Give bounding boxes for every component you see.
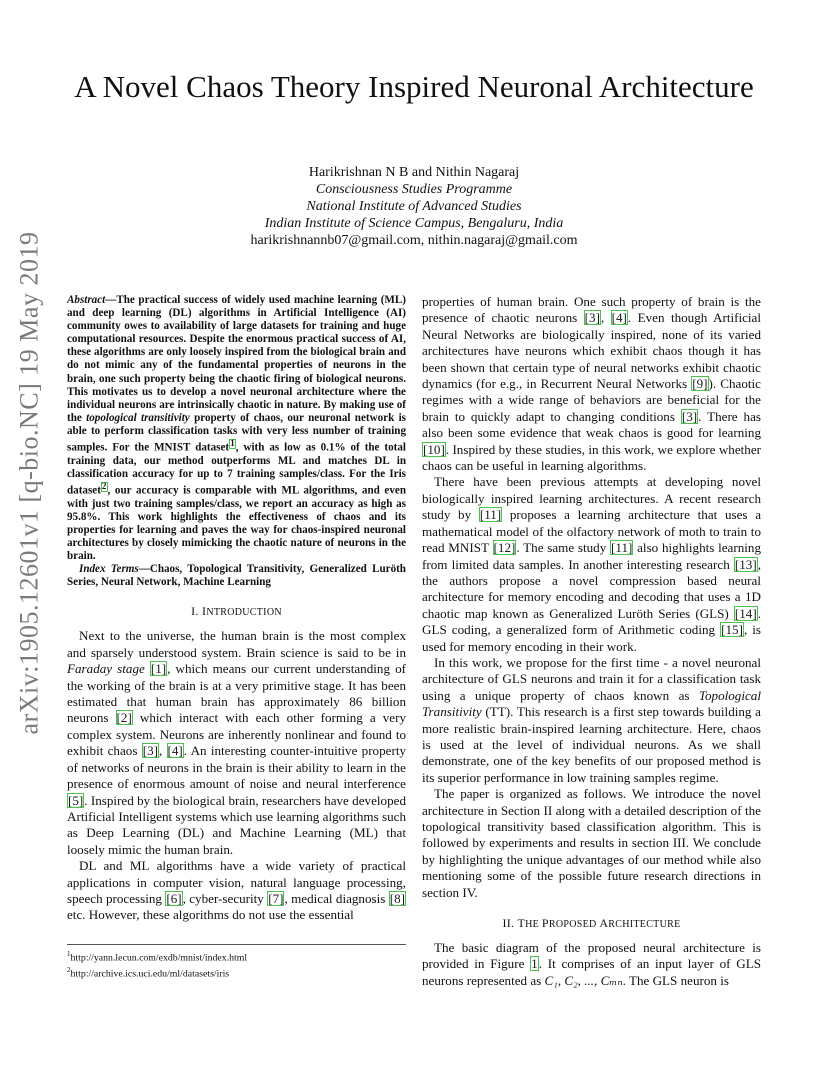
citation-4[interactable]: [4] [611, 310, 627, 326]
citation-3[interactable]: [3] [681, 408, 698, 424]
citation-4[interactable]: [4] [167, 743, 183, 759]
author-emails: harikrishnannb07@gmail.com, nithin.nagaraj@gmail.com [250, 233, 578, 248]
citation-15[interactable]: [15] [721, 622, 743, 638]
right-paragraph-1: properties of human brain. One such property of brain is the presence of chaotic neurons [3], [4]. Even though Artificial Neural Networks are biologically inspired, none of its varied architectures have neurons which exhibit chaos though it has been shown that certain type of neural networks exhibit chaotic dynamics (for e.g., in Recurrent Neural Networks [9]). Chaotic regimes with a wide range of behaviors are beneficial for the brain to quickly adapt to changing conditions [3]. There has also been some evidence that weak chaos is good for learning [10]. Inspired by these studies, in this work, we explore whether chaos can be useful in learning algorithms. [422, 294, 762, 474]
right-paragraph-2: There have been previous attempts at developing novel biologically inspired learning architectures. A recent research study by [11] proposes a learning architecture that uses a mathematical model of the olfactory network of moth to train to read MNIST [12]. The same study [11] also highlights learning from limited data samples. In another interesting research [13], the authors propose a novel compression based neural architecture for memory encoding and decoding that uses a 1D chaotic map known as Generalized Luröth Series (GLS) [14]. GLS coding, a generalized form of Arithmetic coding [15], is used for memory encoding in their work. [422, 474, 762, 654]
footnote-ref-1[interactable]: 1 [230, 439, 235, 450]
citation-1[interactable]: [1] [150, 661, 167, 677]
citation-2[interactable]: [2] [116, 710, 132, 726]
arxiv-identifier: arXiv:1905.12601v1 [q-bio.NC] 19 May 2019 [14, 231, 43, 735]
arxiv-sidebar-stamp [8, 231, 50, 735]
abstract: Abstract—The practical success of widely used machine learning (ML) and deep learning (DL) algorithms in Artificial Intelligence (AI) community owes to availability of large datasets for training and huge computational resources. Despite the enormous practical success of AI, these algorithms are only loosely inspired from the biological brain and do not mimic any of the fundamental properties of neurons in the brain, one such property being the chaotic firing of biological neurons. This motivates us to develop a novel neuronal architecture where the individual neurons are intrinsically chaotic in nature. By making use of the topological transitivity property of chaos, our neuronal network is able to perform classification tasks with very less number of training samples. For the MNIST dataset$^1$, with as low as 0.1% of the total training data, our method outperforms ML and matches DL in classification accuracy for up to 7 training samples/class. For the Iris dataset$^2$, our accuracy is comparable with ML algorithms, and even with just two training samples/class, we report an accuracy as high as 95.8%. This work highlights the effectiveness of chaos and its properties for learning and paves the way for chaos-inspired neuronal architectures by closely mimicking the chaotic nature of neurons in the brain. [67, 294, 406, 563]
footnote-2-url[interactable]: http://archive.ics.uci.edu/ml/datasets/iris [70, 968, 230, 980]
section-heading-introduction: I. INTRODUCTION [191, 604, 282, 619]
citation-13[interactable]: [13] [734, 556, 757, 572]
index-terms: Index Terms—Chaos, Topological Transitivity, Generalized Luröth Series, Neural Network, Machine Learning [67, 563, 406, 589]
footnotes [67, 944, 406, 981]
figure-ref-1[interactable]: 1 [531, 956, 538, 972]
citation-3[interactable]: [3] [584, 310, 600, 326]
right-column [422, 294, 761, 989]
footnote-2: $^2$http://archive.ics.uci.edu/ml/datasets/iris [67, 966, 230, 980]
citation-11[interactable]: [11] [611, 540, 633, 556]
footnote-1: $^1$http://yann.lecun.com/exdb/mnist/index.html [67, 950, 248, 964]
right-paragraph-4: The paper is organized as follows. We introduce the novel architecture in Section II along with a detailed description of the topological transitivity based classification algorithm. This is followed by experiments and results in section III. We conclude by highlighting the unique advantages of our method while also mentioning some of the possible future research directions in section IV. [422, 786, 761, 900]
affiliation-line-1: Consciousness Studies Programme [315, 182, 513, 197]
citation-8[interactable]: [8] [389, 890, 405, 906]
right-paragraph-3: In this work, we propose for the first time - a novel neuronal architecture of GLS neurons and train it for a classification task using a unique property of chaos known as Topological Transitivity (TT). This research is a first step towards building a more realistic brain-inspired learning architecture. Here, chaos is used at the level of individual neurons. As we shall demonstrate, one of the key benefits of our proposed method is its superior performance in low training samples regime. [422, 654, 761, 785]
citation-14[interactable]: [14] [734, 605, 757, 621]
citation-12[interactable]: [12] [493, 540, 516, 556]
affiliation-line-3: Indian Institute of Science Campus, Bengaluru, India [264, 216, 564, 231]
right-paragraph-5: The basic diagram of the proposed neural architecture is provided in Figure 1. It comprises of an input layer of GLS neurons represented as C₁, C₂, ..., Cₘₙ. The GLS neuron is [422, 940, 761, 988]
footnote-ref-2[interactable]: 2 [101, 482, 107, 492]
author-names: Harikrishnan N B and Nithin Nagaraj [308, 165, 520, 180]
intro-paragraph-1: Next to the universe, the human brain is the most complex and sparsely understood system. Brain science is said to be in Faraday stage [1], which means our current understanding of the working of the brain is at a very primitive stage. It has been estimated that human brain has approximately 86 billion neurons [2] which interact with each other forming a very complex system. Neurons are inherently nonlinear and found to exhibit chaos [3], [4]. An interesting counter-intuitive property of networks of neurons in the brain is their ability to learn in the presence of enormous amount of noise and neural interference [5]. Inspired by the biological brain, researchers have developed Artificial Intelligent systems which use learning algorithms such as Deep Learning (DL) and Machine Learning (ML) that loosely mimic the human brain. [67, 628, 407, 857]
affiliation-line-2: National Institute of Advanced Studies [306, 199, 522, 214]
author-block [70, 164, 758, 249]
citation-10[interactable]: [10] [423, 441, 445, 457]
left-column [67, 294, 406, 924]
index-terms-label: Index Terms [79, 563, 139, 576]
citation-9[interactable]: [9] [692, 376, 708, 392]
footnote-1-url[interactable]: http://yann.lecun.com/exdb/mnist/index.html [70, 952, 248, 964]
intro-paragraph-2: DL and ML algorithms have a wide variety of practical applications in computer vision, natural language processing, speech processing [6], cyber-security [7], medical diagnosis [8] etc. However, these algorithms do not use the essential [67, 858, 406, 923]
neuron-notation: C₁, C₂, ..., Cₘₙ [544, 972, 623, 988]
citation-5[interactable]: [5] [68, 792, 84, 808]
citation-6[interactable]: [6] [166, 890, 182, 906]
citation-3[interactable]: [3] [142, 743, 158, 759]
abstract-label: Abstract [67, 294, 106, 306]
paper-title: A Novel Chaos Theory Inspired Neuronal Architecture [74, 69, 754, 104]
section-heading-proposed-architecture: II. THE PROPOSED ARCHITECTURE [502, 916, 681, 931]
citation-11[interactable]: [11] [479, 507, 502, 523]
citation-7[interactable]: [7] [268, 890, 284, 906]
